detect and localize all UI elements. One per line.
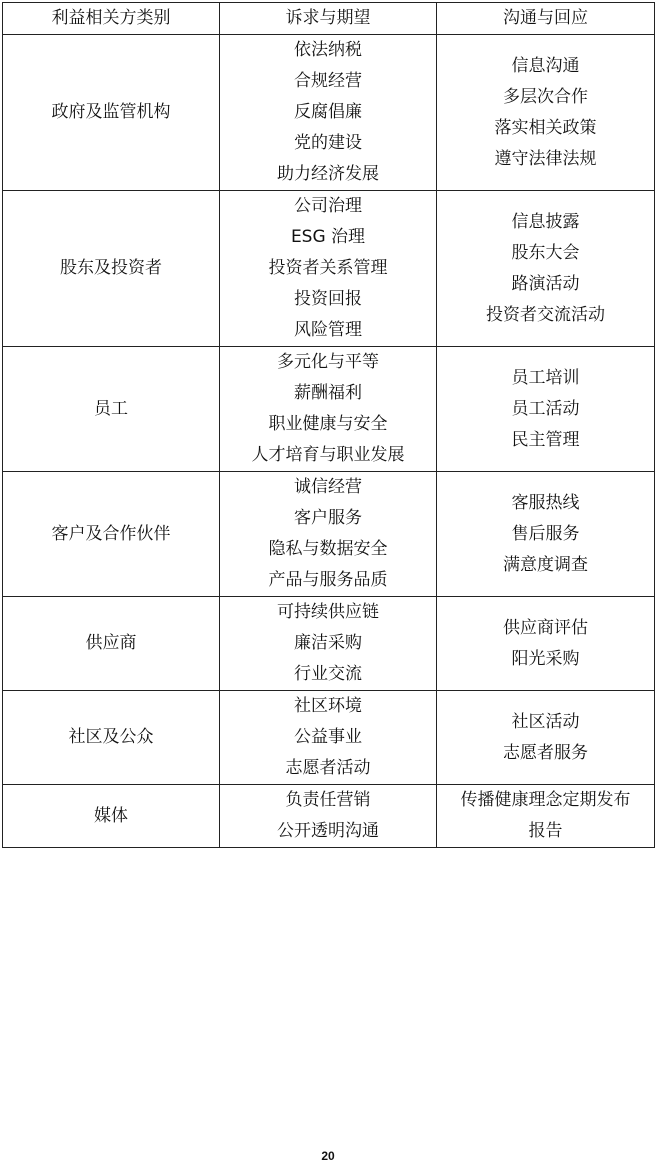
- expectation-item: 投资回报: [294, 289, 362, 309]
- response-item: 多层次合作: [503, 86, 588, 107]
- table-row: [3, 691, 655, 785]
- response-item: 落实相关政策: [494, 117, 597, 138]
- response-item: 路演活动: [511, 273, 580, 294]
- category-cell: 股东及投资者: [3, 191, 220, 347]
- expectations-cell: [220, 597, 437, 691]
- category-cell: 社区及公众: [3, 691, 220, 785]
- expectation-item: 客户服务: [294, 508, 362, 528]
- response-item: 员工活动: [511, 398, 580, 419]
- expectation-item: 职业健康与安全: [268, 414, 388, 434]
- expectation-item: 人才培育与职业发展: [251, 445, 405, 465]
- expectation-item: 廉洁采购: [294, 633, 362, 653]
- header-responses: 沟通与回应: [437, 3, 655, 35]
- expectation-item: 合规经营: [294, 71, 362, 91]
- response-item: 售后服务: [511, 523, 580, 544]
- responses-cell: [437, 597, 655, 691]
- expectations-cell: [220, 472, 437, 597]
- expectation-item: 投资者关系管理: [268, 258, 388, 278]
- responses-cell: [437, 191, 655, 347]
- responses-cell: [437, 691, 655, 785]
- response-item: 信息披露: [511, 211, 580, 232]
- responses-cell: [437, 472, 655, 597]
- expectation-item: 反腐倡廉: [294, 102, 362, 122]
- expectations-cell: [220, 35, 437, 191]
- expectations-cell: [220, 191, 437, 347]
- table-row: [3, 35, 655, 191]
- response-item: 客服热线: [511, 492, 580, 513]
- table-row: [3, 472, 655, 597]
- expectation-item: 隐私与数据安全: [268, 539, 388, 559]
- response-item: 社区活动: [511, 711, 580, 732]
- responses-cell: [437, 785, 655, 848]
- expectation-item: 依法纳税: [294, 40, 362, 60]
- response-item: 投资者交流活动: [486, 304, 605, 325]
- expectation-item: 公司治理: [294, 196, 362, 216]
- expectation-item: 社区环境: [294, 696, 362, 716]
- header-category: 利益相关方类别: [3, 3, 220, 35]
- responses-cell: [437, 347, 655, 472]
- expectation-item: 诚信经营: [294, 477, 362, 497]
- stakeholder-table: [2, 2, 655, 848]
- table-row: [3, 785, 655, 848]
- expectation-item: 党的建设: [294, 133, 362, 153]
- expectations-cell: [220, 785, 437, 848]
- response-item: 员工培训: [511, 367, 580, 388]
- response-item: 阳光采购: [511, 648, 580, 669]
- response-item: 供应商评估: [503, 617, 588, 638]
- expectation-item: 公益事业: [294, 727, 362, 747]
- expectation-item: 负责任营销: [285, 790, 371, 810]
- category-cell: 员工: [3, 347, 220, 472]
- page-number: 20: [321, 1149, 335, 1163]
- expectation-item: 助力经济发展: [277, 164, 379, 184]
- expectation-item: 多元化与平等: [277, 352, 379, 372]
- response-item: 满意度调查: [503, 554, 588, 575]
- response-item: 股东大会: [511, 242, 580, 263]
- response-item: 传播健康理念定期发布: [460, 790, 631, 810]
- response-item: 民主管理: [511, 429, 580, 450]
- expectation-item: 产品与服务品质: [268, 570, 388, 590]
- expectation-item: 志愿者活动: [285, 758, 371, 778]
- category-cell: 媒体: [3, 785, 220, 848]
- response-item: 志愿者服务: [503, 742, 588, 763]
- expectations-cell: [220, 691, 437, 785]
- category-cell: 政府及监管机构: [3, 35, 220, 191]
- response-item: 遵守法律法规: [494, 148, 597, 169]
- table-row: [3, 347, 655, 472]
- expectations-cell: [220, 347, 437, 472]
- expectation-item: 风险管理: [294, 320, 362, 340]
- expectation-item: 行业交流: [294, 664, 362, 684]
- expectation-item: 可持续供应链: [277, 602, 379, 622]
- expectation-item: 公开透明沟通: [277, 821, 379, 841]
- category-cell: 客户及合作伙伴: [3, 472, 220, 597]
- header-expectations: 诉求与期望: [220, 3, 437, 35]
- response-item: 报告: [528, 821, 563, 841]
- responses-cell: [437, 35, 655, 191]
- response-item: 信息沟通: [511, 55, 580, 76]
- table-row: [3, 597, 655, 691]
- table-row: [3, 191, 655, 347]
- category-cell: 供应商: [3, 597, 220, 691]
- expectation-item: 薪酬福利: [294, 383, 362, 403]
- table-header-row: [3, 3, 655, 35]
- expectation-item: ESG 治理: [290, 227, 366, 247]
